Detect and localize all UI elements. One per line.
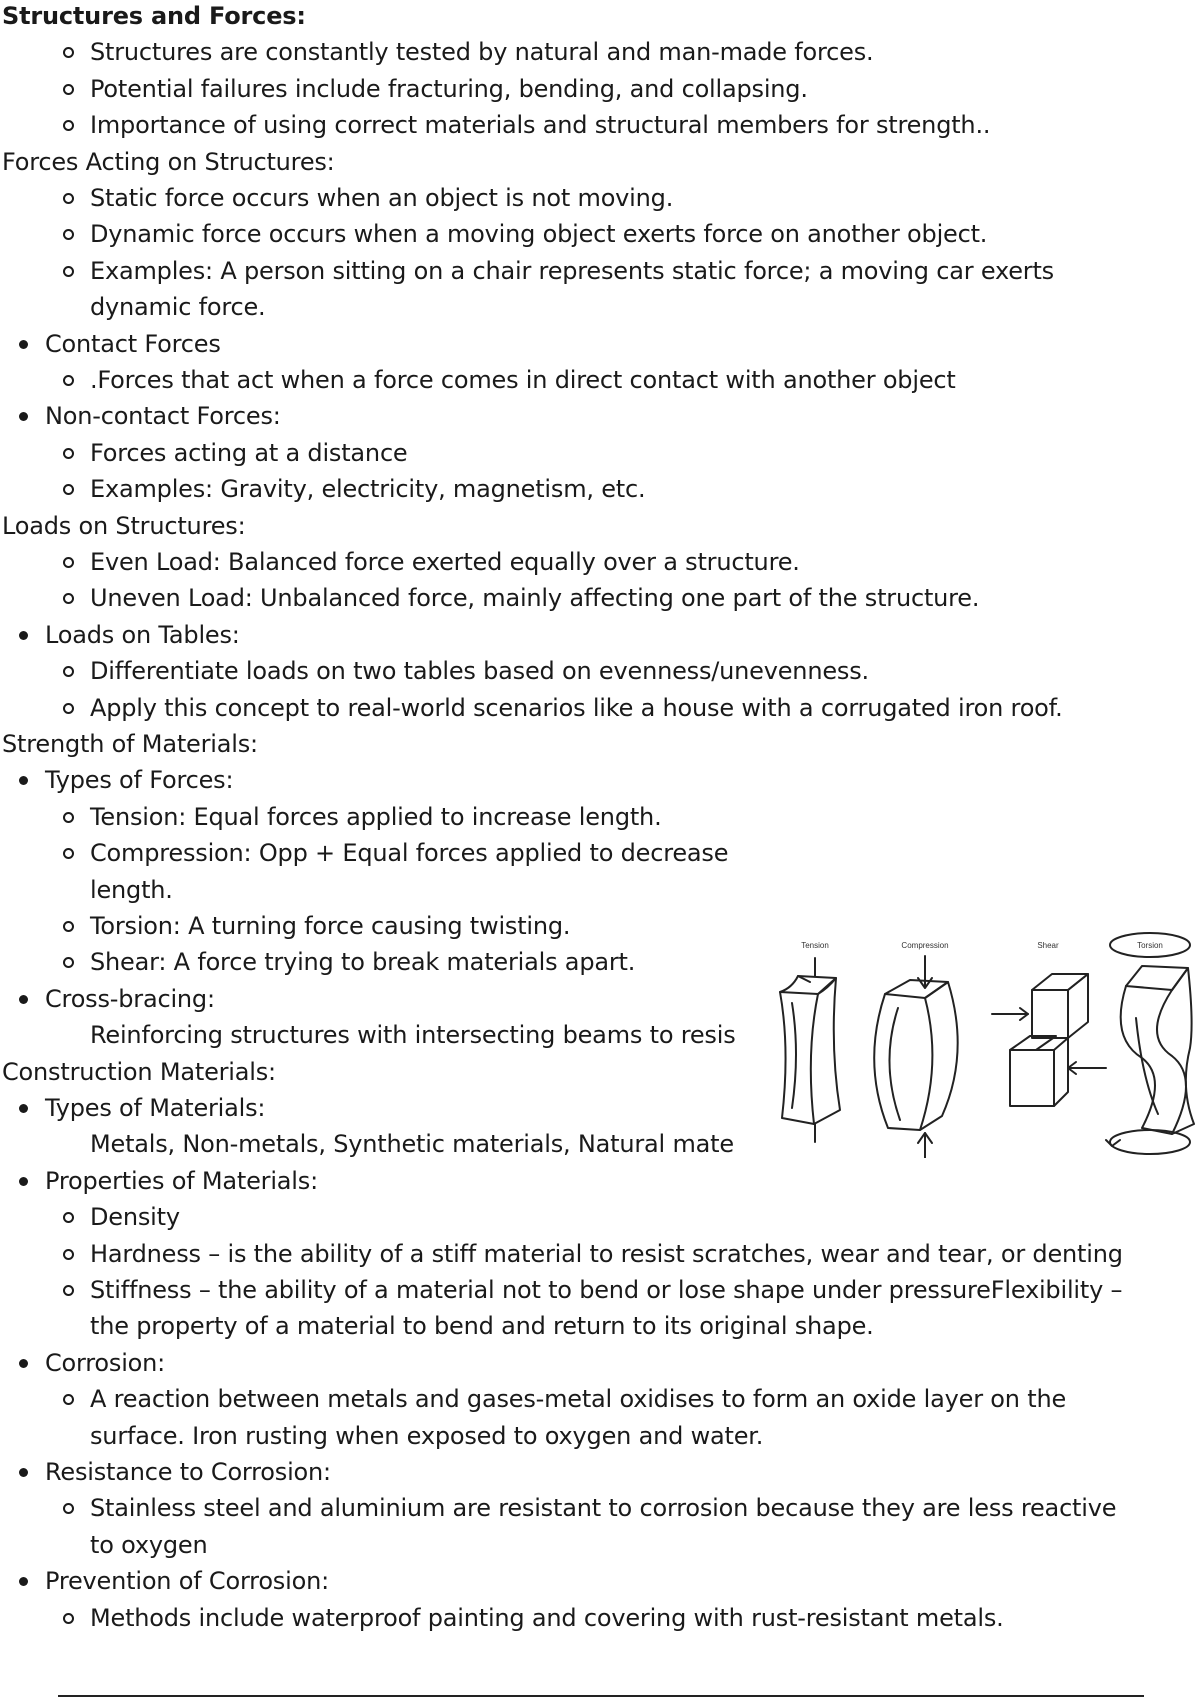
- line-text: Forces Acting on Structures:: [2, 147, 335, 176]
- sub-bullet-item: [90, 1600, 1004, 1636]
- line-text: Dynamic force occurs when a moving object exerts force on another object.: [90, 220, 988, 249]
- line-text: Corrosion:: [45, 1348, 166, 1377]
- sub-bullet-item: [90, 1017, 770, 1053]
- line-text: Torsion: A turning force causing twisting.: [90, 912, 571, 940]
- sub-bullet-item: [90, 1527, 208, 1563]
- bullet-circle-icon: [63, 1249, 74, 1260]
- line-text: Stiffness – the ability of a material not to bend or lose shape under pressureFlexibility –: [90, 1276, 1123, 1304]
- bullet-disc-icon: [19, 1359, 28, 1368]
- line-text: Structures are constantly tested by natural and man-made forces.: [90, 38, 874, 67]
- line-text: Types of Materials:: [45, 1094, 266, 1122]
- line-text: Potential failures include fracturing, bending, and collapsing.: [90, 74, 808, 103]
- forces-diagram: [770, 928, 1200, 1158]
- line-text: Compression: Opp + Equal forces applied to decrease: [90, 839, 729, 868]
- sub-bullet-item: [90, 71, 808, 107]
- bullet-item: [45, 1563, 329, 1599]
- bullet-item: [45, 617, 240, 653]
- line-text: length.: [90, 875, 173, 904]
- bullet-circle-icon: [63, 120, 74, 131]
- line-text: Even Load: Balanced force exerted equally over a structure.: [90, 548, 800, 576]
- bullet-item: [45, 398, 281, 434]
- sub-bullet-item: [90, 1308, 874, 1344]
- horizontal-rule: [58, 1695, 1144, 1697]
- sub-bullet-item: [90, 1381, 1066, 1417]
- sub-bullet-item: [90, 872, 173, 908]
- section-heading: [2, 1054, 276, 1090]
- sub-bullet-item: [90, 1490, 1116, 1526]
- bullet-circle-icon: [63, 848, 74, 859]
- line-text: Apply this concept to real-world scenarios like a house with a corrugated iron roof.: [90, 693, 1063, 722]
- line-text: Methods include waterproof painting and covering with rust-resistant metals.: [90, 1603, 1004, 1632]
- line-text: Loads on Tables:: [45, 620, 240, 649]
- sub-bullet-item: [90, 180, 673, 216]
- line-text: Non-contact Forces:: [45, 402, 281, 431]
- bullet-disc-icon: [19, 340, 28, 349]
- tension-block: [780, 958, 840, 1142]
- line-text: Uneven Load: Unbalanced force, mainly affecting one part of the structure.: [90, 584, 980, 613]
- bullet-circle-icon: [63, 1503, 74, 1514]
- bullet-circle-icon: [63, 1212, 74, 1223]
- label-torsion: Torsion: [1137, 941, 1163, 950]
- line-text: .Forces that act when a force comes in direct contact with another object: [90, 366, 956, 394]
- bullet-circle-icon: [63, 84, 74, 95]
- line-text: dynamic force.: [90, 293, 266, 322]
- bullet-circle-icon: [63, 666, 74, 677]
- bullet-circle-icon: [63, 193, 74, 204]
- sub-bullet-item: [90, 216, 987, 252]
- line-text: Cross-bracing:: [45, 984, 215, 1013]
- line-text: Resistance to Corrosion:: [45, 1458, 331, 1486]
- shear-blocks: [992, 974, 1106, 1106]
- bullet-circle-icon: [63, 448, 74, 459]
- line-text: Metals, Non-metals, Synthetic materials, Natural mate: [90, 1130, 734, 1159]
- line-text: Loads on Structures:: [2, 511, 246, 540]
- line-text: Importance of using correct materials and structural members for strength..: [90, 111, 991, 140]
- line-text: the property of a material to bend and return to its original shape.: [90, 1312, 874, 1341]
- sub-bullet-item: [90, 253, 1054, 289]
- bullet-item: [45, 326, 221, 362]
- line-text: Properties of Materials:: [45, 1166, 318, 1195]
- sub-bullet-item: [90, 289, 266, 325]
- sub-bullet-item: [90, 1126, 770, 1162]
- sub-bullet-item: [90, 362, 956, 398]
- bullet-disc-icon: [19, 412, 28, 421]
- line-text: Forces acting at a distance: [90, 438, 408, 467]
- bullet-item: [45, 981, 215, 1017]
- bullet-disc-icon: [19, 1577, 28, 1586]
- bullet-disc-icon: [19, 1104, 28, 1113]
- line-text: A reaction between metals and gases-metal oxidises to form an oxide layer on the: [90, 1385, 1067, 1414]
- sub-bullet-item: [90, 1199, 180, 1235]
- sub-bullet-item: [90, 107, 990, 143]
- section-heading: [2, 726, 258, 762]
- bullet-circle-icon: [63, 557, 74, 568]
- sub-bullet-item: [90, 908, 570, 944]
- sub-bullet-item: [90, 835, 728, 871]
- compression-block: [874, 956, 957, 1158]
- sub-bullet-item: [90, 944, 635, 980]
- line-text: Tension: Equal forces applied to increase length.: [90, 802, 662, 831]
- sub-bullet-item: [90, 799, 662, 835]
- bullet-circle-icon: [63, 703, 74, 714]
- line-text: Examples: Gravity, electricity, magnetism, etc.: [90, 475, 646, 504]
- line-text: Stainless steel and aluminium are resistant to corrosion because they are less reactive: [90, 1494, 1117, 1523]
- torsion-block: [1106, 966, 1194, 1154]
- bullet-item: [45, 1090, 265, 1126]
- bullet-disc-icon: [19, 995, 28, 1004]
- bullet-disc-icon: [19, 1177, 28, 1186]
- bullet-circle-icon: [63, 1285, 74, 1296]
- sub-bullet-item: [90, 653, 869, 689]
- sub-bullet-item: [90, 1418, 763, 1454]
- line-text: surface. Iron rusting when exposed to oxygen and water.: [90, 1421, 764, 1450]
- sub-bullet-item: [90, 471, 645, 507]
- label-shear: Shear: [1037, 941, 1059, 950]
- line-text: to oxygen: [90, 1530, 208, 1559]
- line-text: Differentiate loads on two tables based on evenness/unevenness.: [90, 657, 869, 686]
- bullet-circle-icon: [63, 484, 74, 495]
- bullet-circle-icon: [63, 47, 74, 58]
- line-text: Density: [90, 1203, 180, 1232]
- bullet-disc-icon: [19, 1468, 28, 1477]
- bullet-circle-icon: [63, 375, 74, 386]
- bullet-circle-icon: [63, 1613, 74, 1624]
- line-text: Shear: A force trying to break materials apart.: [90, 948, 636, 977]
- line-text: Static force occurs when an object is not moving.: [90, 184, 674, 212]
- sub-bullet-item: [90, 580, 979, 616]
- bullet-circle-icon: [63, 229, 74, 240]
- sub-bullet-item: [90, 1272, 1122, 1308]
- bullet-circle-icon: [63, 957, 74, 968]
- bullet-disc-icon: [19, 631, 28, 640]
- line-text: Examples: A person sitting on a chair represents static force; a moving car exerts: [90, 256, 1054, 285]
- bullet-circle-icon: [63, 593, 74, 604]
- line-text: Structures and Forces:: [2, 2, 306, 30]
- bullet-circle-icon: [63, 1394, 74, 1405]
- bullet-item: [45, 762, 233, 798]
- sub-bullet-item: [90, 544, 800, 580]
- line-text: Types of Forces:: [45, 766, 234, 795]
- sub-bullet-item: [90, 1236, 1123, 1272]
- label-tension: Tension: [801, 941, 829, 950]
- line-text: Construction Materials:: [2, 1057, 276, 1086]
- line-text: Reinforcing structures with intersecting beams to resis: [90, 1021, 736, 1050]
- section-heading: [2, 0, 306, 34]
- bullet-disc-icon: [19, 776, 28, 785]
- section-heading: [2, 508, 245, 544]
- sub-bullet-item: [90, 435, 408, 471]
- line-text: Contact Forces: [45, 329, 221, 358]
- line-text: Prevention of Corrosion:: [45, 1567, 329, 1596]
- label-compression: Compression: [901, 941, 949, 950]
- bullet-circle-icon: [63, 812, 74, 823]
- sub-bullet-item: [90, 34, 873, 70]
- bullet-circle-icon: [63, 266, 74, 277]
- line-text: Strength of Materials:: [2, 730, 258, 758]
- section-heading: [2, 144, 335, 180]
- line-text: Hardness – is the ability of a stiff material to resist scratches, wear and tear, or denting: [90, 1239, 1123, 1268]
- bullet-item: [45, 1454, 331, 1490]
- bullet-circle-icon: [63, 921, 74, 932]
- sub-bullet-item: [90, 690, 1063, 726]
- bullet-item: [45, 1345, 165, 1381]
- bullet-item: [45, 1163, 318, 1199]
